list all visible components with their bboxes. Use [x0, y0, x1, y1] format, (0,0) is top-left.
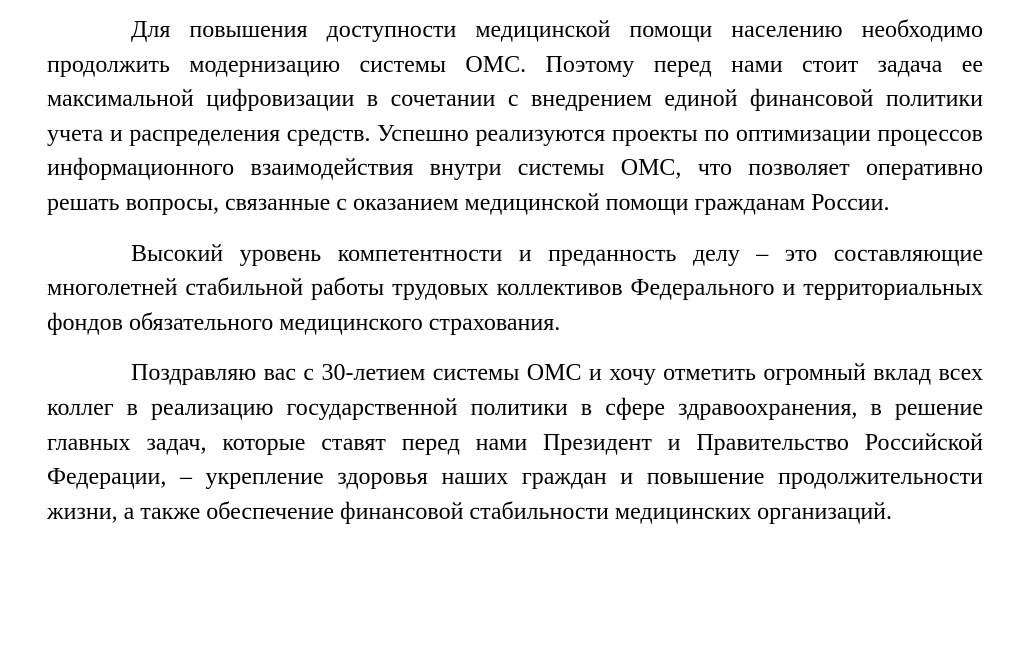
paragraph-3: Поздравляю вас с 30-летием системы ОМС и хочу отметить огромный вклад всех коллег в реализацию государственной политики в сфере здравоохранения, в решение главных задач, которые ставят перед нами Президент и Правительство Российской Федерации, – укрепление здоровья наших граждан и повышение продолжительности жизни, а также обеспечение финансовой стабильности медицинских организаций. — [47, 360, 983, 525]
paragraph-2: Высокий уровень компетентности и преданность делу – это составляющие многолетней стабильной работы трудовых коллективов Федерального и территориальных фондов обязательного медицинского страхования. — [47, 240, 983, 336]
paragraph-1: Для повышения доступности медицинской помощи населению необходимо продолжить модернизацию системы ОМС. Поэтому перед нами стоит задача ее максимальной цифровизации в сочетании с внедрением единой финансовой политики учета и распределения средств. Успешно реализуются проекты по оптимизации процессов информационного взаимодействия внутри системы ОМС, что позволяет оперативно решать вопросы, связанные с оказанием медицинской помощи гражданам России. — [47, 17, 983, 216]
